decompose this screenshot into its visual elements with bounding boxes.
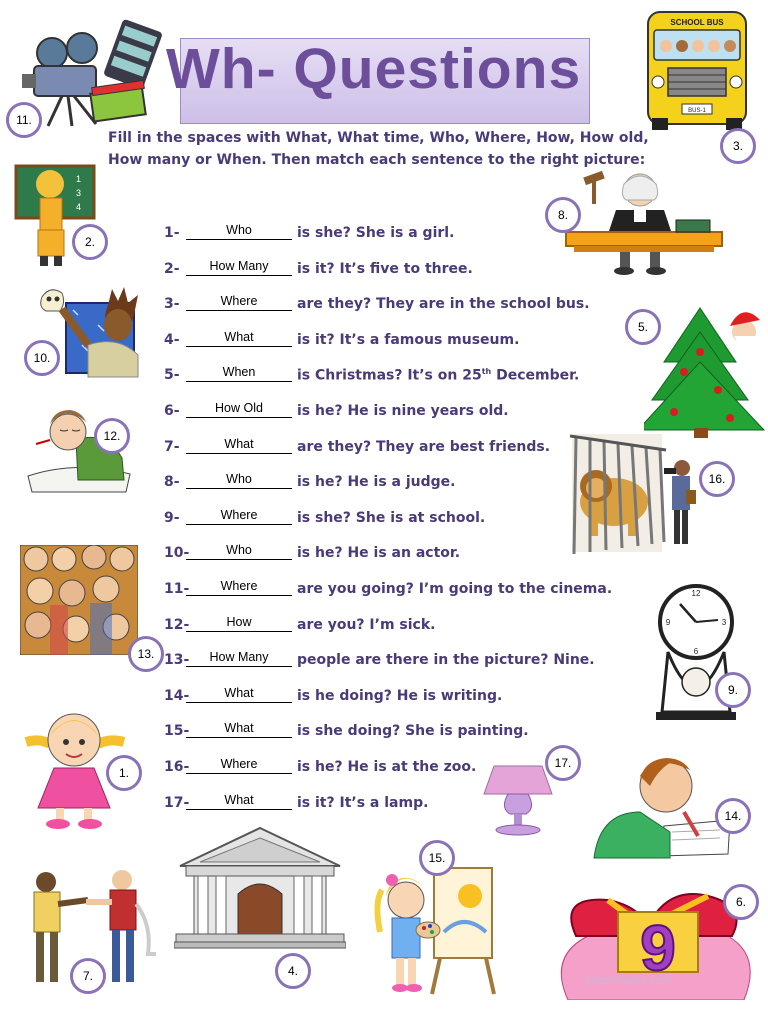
svg-text:12: 12: [691, 589, 701, 598]
page-title: Wh- Questions: [166, 37, 582, 101]
question-text: [297, 261, 473, 277]
answer-field[interactable]: Who: [226, 223, 252, 237]
picture-number-badge: 7.: [70, 958, 106, 994]
answer-blank-line: [186, 275, 292, 276]
question-row: [164, 288, 624, 314]
answer-blank-line: [186, 631, 292, 632]
museum-picture: [174, 826, 346, 950]
answer-blank-line: [186, 310, 292, 311]
picture-number-badge: 14.: [715, 798, 751, 834]
question-number: 8-: [164, 474, 180, 491]
answer-blank-line: [186, 239, 292, 240]
question-text-main: is he? He is an actor.: [297, 545, 461, 562]
question-row: [164, 395, 624, 421]
question-text-main: is it? It’s a lamp.: [297, 794, 429, 811]
picture-number-badge: 16.: [699, 461, 735, 497]
answer-blank-line: [186, 666, 292, 667]
question-number: 10-: [164, 545, 190, 562]
question-row: [164, 644, 624, 670]
question-text: [297, 688, 502, 704]
question-text-main: is he? He is at the zoo.: [297, 759, 477, 775]
answer-field[interactable]: What: [224, 436, 254, 451]
bus-sign: SCHOOL BUS: [670, 18, 724, 27]
question-number: 11-: [164, 581, 190, 597]
question-text: [297, 545, 460, 561]
boy-writing-picture: [590, 752, 730, 860]
question-row: [164, 466, 624, 492]
svg-text:3: 3: [76, 188, 82, 198]
question-text-main: is she doing? She is painting.: [297, 723, 529, 740]
question-text-main: is he doing? He is writing.: [297, 687, 503, 704]
question-text: [297, 332, 519, 348]
question-number: 17-: [164, 794, 190, 811]
question-text-main: is he? He is a judge.: [297, 474, 456, 491]
question-text: [297, 474, 456, 490]
bus-plate: BUS-1: [688, 108, 706, 114]
christmas-tree-picture: [644, 302, 766, 440]
question-number: 7-: [164, 438, 180, 455]
question-text: [297, 759, 476, 775]
question-number: 1-: [164, 225, 180, 241]
answer-blank-line: [186, 524, 292, 525]
answer-blank-line: [186, 453, 292, 454]
question-row: [164, 359, 624, 385]
answer-blank-line: [186, 381, 292, 382]
question-text-main: is it? It’s a famous museum.: [297, 331, 520, 348]
svg-text:1: 1: [76, 174, 82, 184]
question-text: [297, 652, 595, 668]
question-text-main: is she? She is a girl.: [297, 225, 455, 241]
question-text: [297, 617, 435, 633]
question-text-main: is she? She is at school.: [297, 509, 486, 526]
answer-blank-line: [186, 488, 292, 489]
question-text: [297, 403, 509, 419]
question-text-main: is Christmas? It’s on 25: [297, 367, 482, 384]
judge-picture: [564, 170, 724, 278]
answer-blank-line: [186, 595, 292, 596]
question-text-end: December.: [491, 367, 580, 384]
answer-blank-line: [186, 773, 292, 774]
question-number: 6-: [164, 403, 180, 419]
picture-number-badge: 8.: [545, 197, 581, 233]
answer-field[interactable]: When: [222, 365, 256, 380]
picture-number-badge: 10.: [24, 340, 60, 376]
answer-blank-line: [186, 346, 292, 347]
question-number: 14-: [164, 687, 190, 704]
answer-field[interactable]: What: [224, 792, 254, 807]
question-number: 4-: [164, 331, 180, 348]
question-text: [297, 439, 550, 455]
question-number: 5-: [164, 367, 180, 384]
answer-field[interactable]: What: [224, 721, 254, 736]
picture-number-badge: 6.: [723, 884, 759, 920]
answer-field[interactable]: Where: [220, 757, 258, 771]
question-row: [164, 609, 624, 635]
watermark: eslprintables.com: [585, 975, 671, 987]
instructions: Fill in the spaces with What, What time, Who, Where, How, How old, How many or When. Then match each sentence to the right picture:: [108, 130, 649, 168]
answer-blank-line: [186, 737, 292, 738]
answer-field[interactable]: How Old: [215, 401, 263, 415]
question-row: [164, 324, 624, 350]
question-text: [297, 510, 485, 526]
girl-painting-picture: [374, 862, 498, 996]
answer-blank-line: [186, 809, 292, 810]
question-row: [164, 431, 624, 457]
answer-field[interactable]: How: [226, 614, 252, 629]
question-number: 2-: [164, 260, 180, 277]
question-text: [297, 367, 579, 384]
svg-text:4: 4: [76, 202, 82, 212]
svg-text:3: 3: [721, 618, 727, 627]
answer-field[interactable]: What: [224, 329, 254, 344]
school-bus-picture: [642, 8, 752, 132]
answer-field[interactable]: Where: [220, 294, 258, 309]
question-text-main: people are there in the picture? Nine.: [297, 652, 595, 669]
picture-number-badge: 5.: [625, 309, 661, 345]
answer-field[interactable]: Who: [226, 543, 252, 558]
answer-field[interactable]: How Many: [209, 650, 269, 665]
question-text-main: are they? They are best friends.: [297, 438, 551, 455]
picture-number-badge: 17.: [545, 745, 581, 781]
question-text-main: is he? He is nine years old.: [297, 403, 509, 419]
picture-number-badge: 13.: [128, 636, 164, 672]
question-number: 12-: [164, 616, 190, 633]
zoo-lion-picture: [570, 432, 700, 556]
picture-number-badge: 4.: [275, 953, 311, 989]
crowd-picture: [20, 545, 138, 655]
question-row: [164, 502, 624, 528]
picture-number-badge: 1.: [106, 755, 142, 791]
question-text: [297, 225, 454, 241]
question-row: [164, 573, 624, 599]
answer-field[interactable]: Who: [226, 472, 252, 487]
picture-number-badge: 2.: [72, 224, 108, 260]
question-row: [164, 680, 624, 706]
answer-field[interactable]: Where: [220, 507, 258, 522]
question-number: 13-: [164, 652, 190, 669]
answer-blank-line: [186, 417, 292, 418]
picture-number-badge: 9.: [715, 672, 751, 708]
lamp-picture: [480, 762, 556, 836]
picture-number-badge: 11.: [6, 102, 42, 138]
answer-field[interactable]: What: [224, 685, 254, 700]
svg-text:9: 9: [665, 618, 671, 627]
question-number: 15-: [164, 723, 190, 740]
answer-blank-line: [186, 559, 292, 560]
question-row: [164, 537, 624, 563]
ordinal-suffix: th: [481, 366, 492, 376]
answer-blank-line: [186, 702, 292, 703]
question-row: [164, 253, 624, 279]
picture-number-badge: 12.: [94, 418, 130, 454]
question-number: 9-: [164, 509, 180, 526]
question-text-main: are you going? I’m going to the cinema.: [297, 581, 613, 597]
question-text: [297, 581, 612, 597]
question-text-main: are they? They are in the school bus.: [297, 296, 590, 313]
picture-number-badge: 3.: [720, 128, 756, 164]
question-row: [164, 715, 624, 741]
question-number: 3-: [164, 296, 180, 313]
question-text: [297, 795, 428, 811]
answer-field[interactable]: How Many: [209, 258, 269, 273]
question-text: [297, 296, 590, 312]
question-text-main: are you? I’m sick.: [297, 616, 436, 633]
question-text: [297, 723, 529, 739]
answer-field[interactable]: Where: [220, 579, 258, 593]
question-text-main: is it? It’s five to three.: [297, 260, 473, 277]
svg-text:6: 6: [693, 647, 699, 656]
picture-number-badge: 15.: [419, 840, 455, 876]
birthday-number: 9: [640, 912, 676, 984]
question-number: 16-: [164, 759, 190, 775]
